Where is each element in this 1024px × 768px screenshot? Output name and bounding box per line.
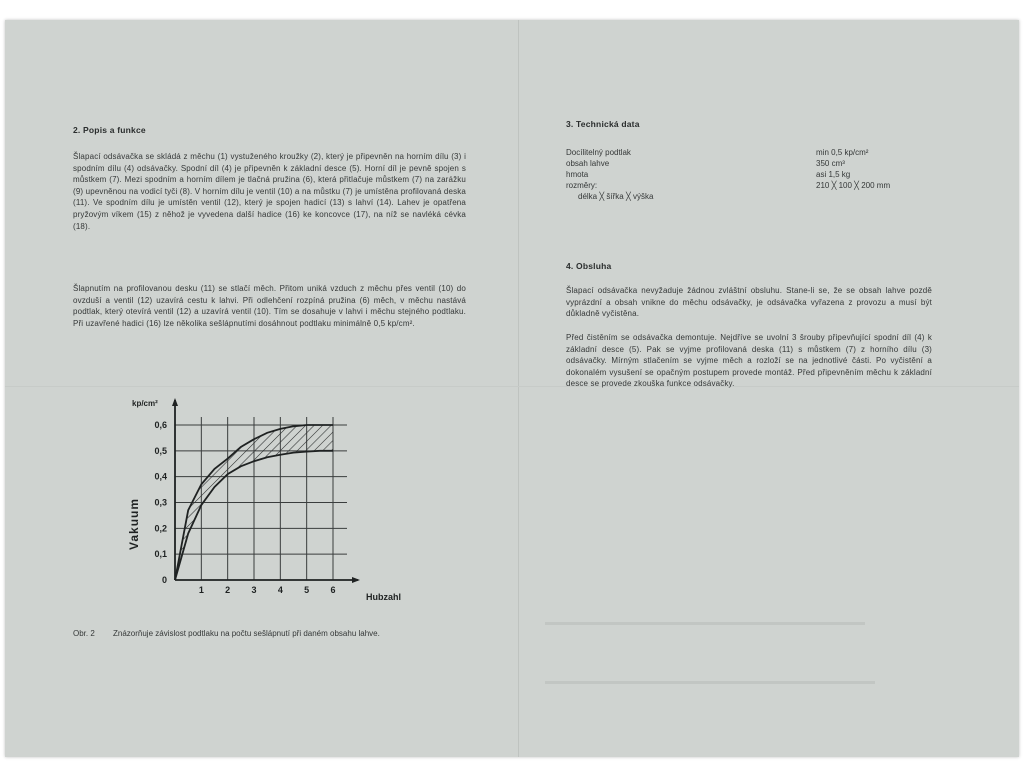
tech-value: 350 cm³ [816,159,845,168]
section-2-paragraph-1: Šlapací odsávačka se skládá z měchu (1) vystuženého kroužky (2), který je připevněn na horním dílu (3) i spodním dílu (4) odsávačky. Spodní díl (4) je připevněn k základní desce (5). Horní díl je pevně spojen s můstkem (7). Mezi spodním a horním dílem je tlačná pružina (6), která přitlačuje můstkem (7) na zarážku (9) upevněnou na vodicí tyči (8). V horním dílu je ventil (10) a na můstku (7) je umístěna profilovaná deska (11). Ve spodním dílu je umístěn ventil (12), který je spojen hadicí (13) s lahví (14). Lahev je opatřena pryžovým víkem (15) z něhož je vyvedena další hadice (16) ke koncovce (17), na níž se navléká cévka (18). [73,152,466,231]
tech-row [566,191,978,202]
tech-row [566,147,978,158]
tech-value: min 0,5 kp/cm² [816,148,869,157]
y-tick-label: 0,3 [154,497,167,508]
x-tick-label: 1 [198,585,204,595]
figure-number: Obr. 2 [73,629,95,638]
center-fold-line [518,20,519,757]
tech-label: délka ╳ šířka ╳ výška [578,192,654,201]
tech-row [566,169,978,180]
section-2-paragraph-2: Šlapnutím na profilovanou desku (11) se stlačí měch. Přitom uniká vzduch z měchu přes ventil (10) do ovzduší a ventil (12) uzavírá cestu k lahvi. Při odlehčení rozpíná pružina (6) měch, v měchu nastává podtlak, který otevírá ventil (12) a uzavírá ventil (10). Tím se dosahuje v lahvi i měchu stejného podtlaku. Při uzavřené hadici (16) lze několika sešlápnutími dosáhnout podtlaku minimálně 0,5 kp/cm². [73,284,466,328]
y-tick-label: 0,6 [154,420,167,430]
figure-caption-text: Znázorňuje závislost podtlaku na počtu sešlápnutí při daném obsahu lahve. [113,629,380,638]
x-tick-label: 3 [251,585,257,595]
section-4-heading: 4. Obsluha [566,261,612,271]
technical-data-table [566,147,978,202]
tech-label: obsah lahve [566,159,610,168]
tech-row [566,158,978,169]
tech-value: asi 1,5 kg [816,170,851,179]
x-tick-label: 6 [330,585,336,595]
x-axis-arrow [352,577,360,583]
y-tick-label: 0,5 [154,445,167,456]
tech-value: 210 ╳ 100 ╳ 200 mm [816,181,891,190]
vacuum-chart [120,390,420,610]
x-tick-label: 2 [225,585,231,595]
tech-row [566,180,978,191]
y-axis-label: Vakuum [127,497,141,550]
tech-label: hmota [566,170,589,179]
y-axis-arrow [172,398,178,406]
tech-label: rozměry: [566,181,598,190]
tech-value [828,191,978,202]
faded-offset-text [545,622,875,682]
section-4-paragraph-1: Šlapací odsávačka nevyžaduje žádnou zvláštní obsluhu. Stane-li se, že se obsah lahve pozdě vyprázdní a obsah vnikne do měchu odsávačky, je odsávačka vyřazena z provozu a musí být důkladně vyčistěna. [566,286,932,319]
y-tick-label: 0,1 [154,549,167,560]
x-tick-label: 5 [304,585,310,595]
y-tick-label: 0,2 [154,523,167,534]
section-2-heading: 2. Popis a funkce [73,125,146,135]
figure-caption [73,628,473,658]
tech-label: Docílitelný podtlak [566,148,631,157]
x-tick-label: 4 [277,585,283,595]
section-4-paragraph-2: Před čistěním se odsávačka demontuje. Nejdříve se uvolní 3 šrouby připevňující spodní díl (4) k základní desce (5). Pak se vyjme profilovaná deska (11) s můstkem (7) z horního dílu (3) odsávačky. Mírným stlačením se vyjme měch a rozloží se na jednotlivé části. Po vyčistění a dokonalém vysušení se opačným postupem provede montáž. Před připevněním měchu k základní desce se provede zkouška funkce odsávačky. [566,333,932,389]
y-axis-unit: kp/cm² [132,399,158,408]
y-tick-label: 0 [161,575,167,585]
y-tick-label: 0,4 [154,471,167,482]
section-3-heading: 3. Technická data [566,119,640,129]
x-axis-label: Hubzahl [366,592,401,602]
